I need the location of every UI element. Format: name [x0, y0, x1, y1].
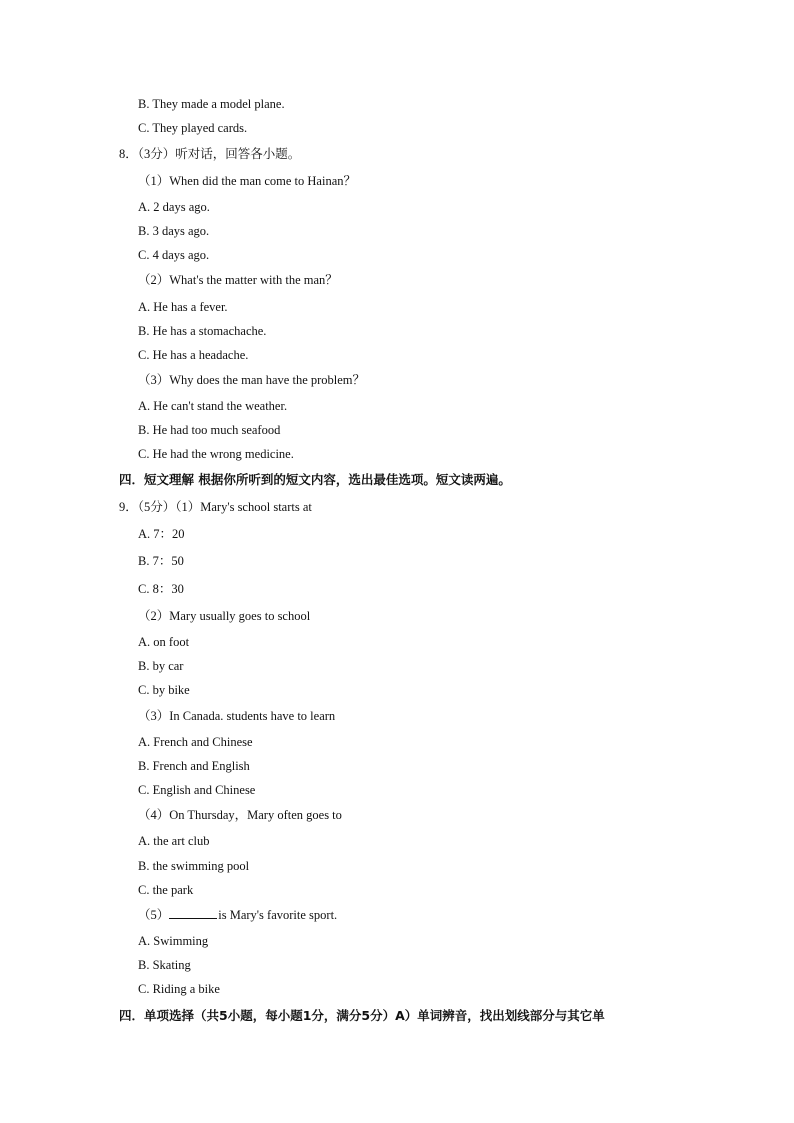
q9-sub3-option-c: C. English and Chinese [138, 783, 256, 797]
q9-sub4-option-b: B. the swimming pool [138, 859, 250, 873]
q8-sub1-option-a: A. 2 days ago. [138, 200, 210, 214]
q9-sub2-option-a: A. on foot [138, 635, 190, 649]
q9-sub4-option-a: A. the art club [138, 834, 210, 848]
q8-header: 8．（3分）听对话，回答各小题。 [119, 147, 301, 161]
q9-sub4-option-c: C. the park [138, 883, 194, 897]
section-title-listening: 四．短文理解 根据你所听到的短文内容，选出最佳选项。短文读两遍。 [119, 472, 511, 487]
q9-sub5-option-b: B. Skating [138, 958, 191, 972]
q9-sub3-question: （3）In Canada. students have to learn [138, 709, 336, 723]
q9-sub4-question: （4）On Thursday，Mary often goes to [138, 808, 342, 822]
q8-sub2-option-c: C. He has a headache. [138, 348, 249, 362]
q8-sub2-option-b: B. He has a stomachache. [138, 324, 267, 338]
q8-sub2-option-a: A. He has a fever. [138, 300, 228, 314]
fill-in-blank [169, 907, 217, 919]
q9-sub3-option-a: A. French and Chinese [138, 735, 253, 749]
q8-sub1-option-c: C. 4 days ago. [138, 248, 210, 262]
q9-sub2-option-b: B. by car [138, 659, 184, 673]
q9-sub1-option-a: A. 7：20 [138, 527, 185, 541]
q8-sub3-question: （3）Why does the man have the problem？ [138, 373, 366, 387]
q9-sub2-question: （2）Mary usually goes to school [138, 609, 311, 623]
q9-sub5-question [138, 907, 337, 923]
q8-sub3-option-c: C. He had the wrong medicine. [138, 447, 294, 461]
q9-sub5-text: is Mary's favorite sport. [218, 908, 338, 922]
q9-sub1-option-c: C. 8：30 [138, 582, 184, 596]
q8-sub3-option-a: A. He can't stand the weather. [138, 399, 288, 413]
q9-sub5-option-a: A. Swimming [138, 934, 209, 948]
q9-sub3-option-b: B. French and English [138, 759, 250, 773]
q8-sub1-option-b: B. 3 days ago. [138, 224, 210, 238]
q9-sub1-option-b: B. 7：50 [138, 554, 184, 568]
q8-sub3-option-b: B. He had too much seafood [138, 423, 281, 437]
q8-sub2-question: （2）What's the matter with the man？ [138, 273, 338, 287]
q9-sub5-option-c: C. Riding a bike [138, 982, 220, 996]
q7-option-b: B. They made a model plane. [138, 97, 285, 111]
q9-sub5-number: （5） [138, 908, 170, 922]
q9-header: 9．（5分）（1）Mary's school starts at [119, 500, 312, 514]
q9-sub2-option-c: C. by bike [138, 683, 190, 697]
q8-sub1-question: （1）When did the man come to Hainan？ [138, 174, 356, 188]
q7-option-c: C. They played cards. [138, 121, 248, 135]
section-title-single-choice: 四．单项选择（共5小题，每小题1分，满分5分）A）单词辨音，找出划线部分与其它单 [119, 1008, 605, 1023]
